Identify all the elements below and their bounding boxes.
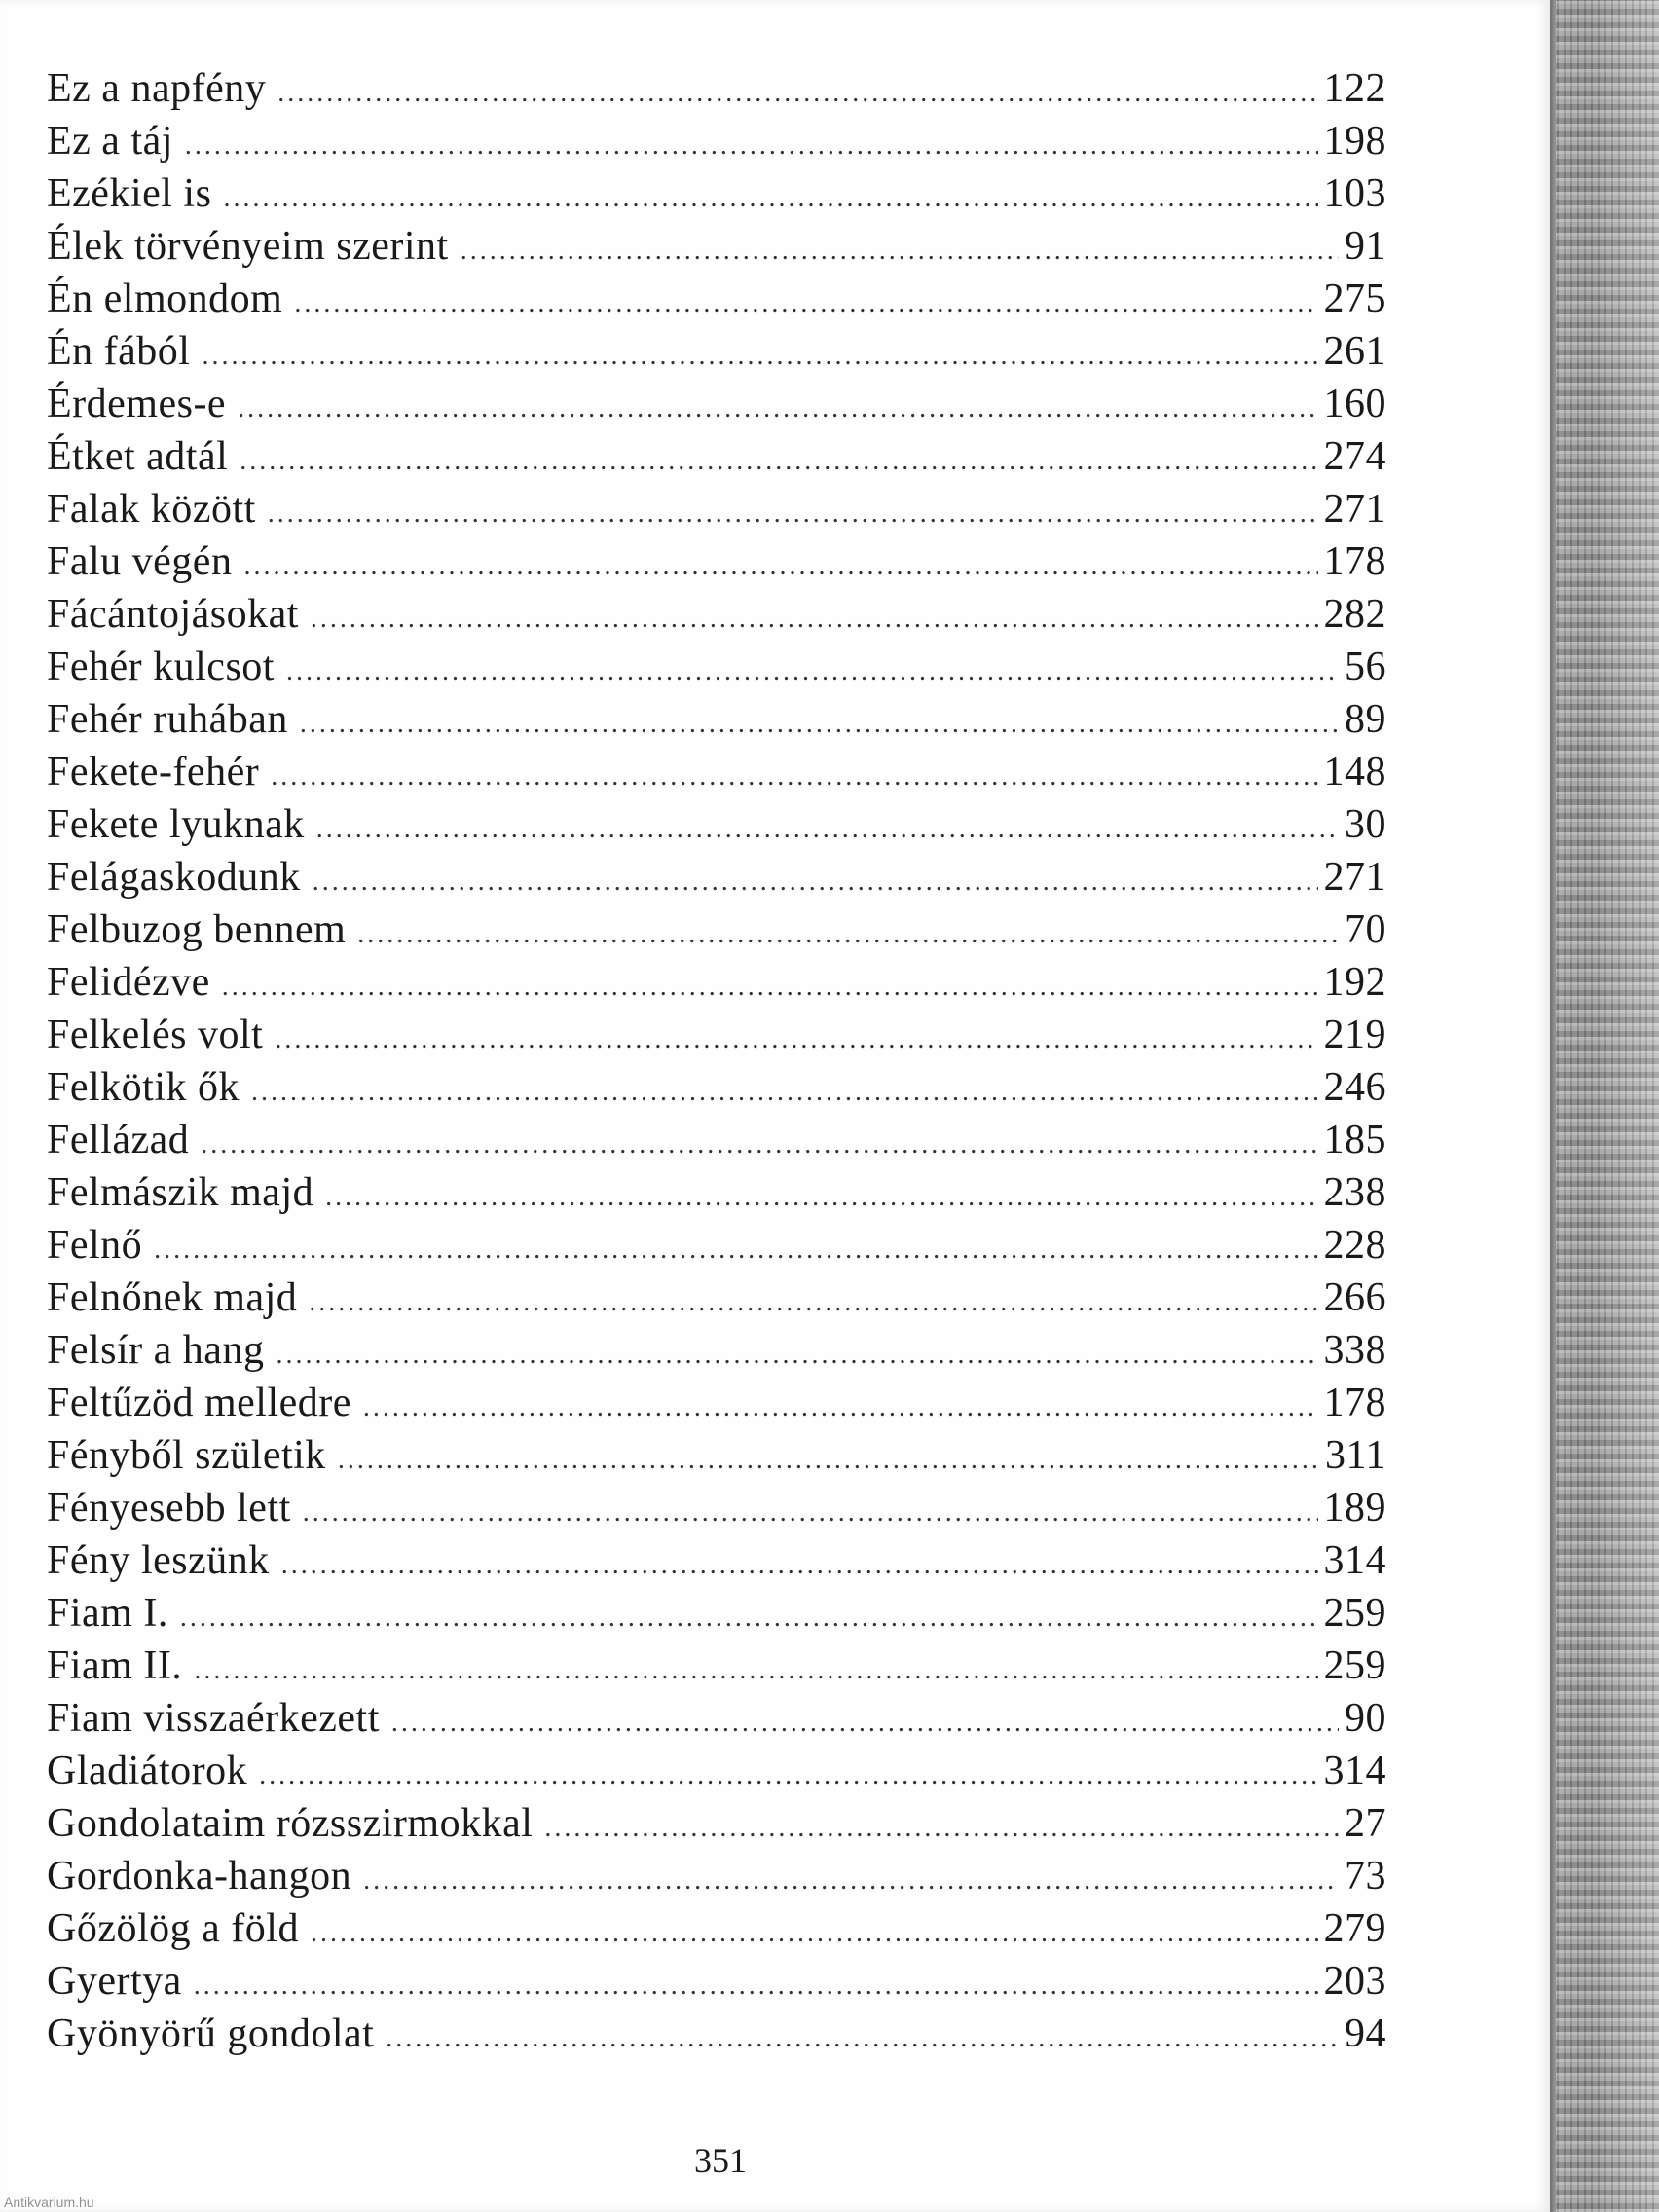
toc-entry-page: 338 xyxy=(1323,1328,1386,1373)
toc-dot-leader xyxy=(386,2012,1339,2065)
toc-dot-leader xyxy=(461,225,1339,277)
toc-entry xyxy=(47,641,1386,693)
toc-entry-title: Fehér ruhában xyxy=(47,697,288,742)
toc-dot-leader xyxy=(311,593,1318,645)
toc-dot-leader xyxy=(185,120,1318,172)
toc-entry-page: 73 xyxy=(1345,1854,1386,1899)
toc-dot-leader xyxy=(259,1750,1317,1802)
toc-entry-title: Fényből születik xyxy=(47,1433,326,1478)
toc-entry-title: Felnőnek majd xyxy=(47,1275,298,1320)
toc-entry-title: Feltűzöd melledre xyxy=(47,1381,351,1425)
toc-entry-page: 30 xyxy=(1345,802,1386,847)
toc-dot-leader xyxy=(202,330,1317,383)
toc-entry-page: 91 xyxy=(1345,224,1386,269)
toc-entry-page: 271 xyxy=(1323,855,1386,900)
toc-entry xyxy=(47,167,1386,220)
page-number: 351 xyxy=(694,2141,747,2180)
toc-entry-title: Felidézve xyxy=(47,960,210,1005)
toc-entry xyxy=(47,430,1386,483)
toc-entry xyxy=(47,1061,1386,1114)
toc-entry-title: Gőzölög a föld xyxy=(47,1906,299,1951)
toc-dot-leader xyxy=(391,1697,1339,1750)
toc-entry-page: 238 xyxy=(1323,1170,1386,1215)
toc-entry-title: Fácántojásokat xyxy=(47,592,299,637)
toc-entry xyxy=(47,1377,1386,1429)
toc-dot-leader xyxy=(316,803,1339,856)
toc-entry xyxy=(47,1692,1386,1745)
toc-dot-leader xyxy=(194,1960,1318,2012)
toc-dot-leader xyxy=(276,1329,1317,1382)
toc-dot-leader xyxy=(313,856,1318,908)
toc-entry xyxy=(47,483,1386,535)
toc-entry xyxy=(47,1850,1386,1902)
toc-dot-leader xyxy=(300,698,1339,751)
toc-entry-title: Gyönyörű gondolat xyxy=(47,2011,375,2056)
toc-entry xyxy=(47,746,1386,798)
toc-entry xyxy=(47,535,1386,588)
toc-entry-page: 70 xyxy=(1345,907,1386,952)
toc-entry-page: 282 xyxy=(1323,592,1386,637)
toc-entry-page: 311 xyxy=(1325,1433,1386,1478)
toc-entry-page: 185 xyxy=(1323,1118,1386,1162)
toc-entry-title: Fiam I. xyxy=(47,1591,168,1636)
toc-dot-leader xyxy=(271,751,1317,803)
toc-entry-title: Gyertya xyxy=(47,1959,182,2004)
toc-entry-title: Fekete-fehér xyxy=(47,750,260,794)
toc-entry-title: Falu végén xyxy=(47,539,233,584)
toc-entry xyxy=(47,693,1386,746)
toc-entry-page: 198 xyxy=(1323,119,1386,164)
toc-entry-page: 219 xyxy=(1323,1013,1386,1057)
toc-entry-page: 94 xyxy=(1345,2011,1386,2056)
toc-entry-page: 259 xyxy=(1323,1591,1386,1636)
toc-entry-page: 203 xyxy=(1323,1959,1386,2004)
toc-entry xyxy=(47,1324,1386,1377)
toc-entry xyxy=(47,1534,1386,1587)
toc-entry-page: 178 xyxy=(1323,539,1386,584)
toc-entry-page: 103 xyxy=(1323,171,1386,216)
toc-entry-page: 279 xyxy=(1323,1906,1386,1951)
toc-entry-title: Étket adtál xyxy=(47,434,229,479)
toc-entry-title: Falak között xyxy=(47,487,256,532)
toc-entry-title: Felkelés volt xyxy=(47,1013,264,1057)
toc-entry xyxy=(47,1166,1386,1219)
toc-entry-page: 148 xyxy=(1323,750,1386,794)
toc-dot-leader xyxy=(277,67,1317,120)
toc-dot-leader xyxy=(309,1276,1317,1329)
toc-entry xyxy=(47,956,1386,1009)
toc-dot-leader xyxy=(363,1382,1318,1434)
toc-entry xyxy=(47,273,1386,325)
toc-entry-title: Fény leszünk xyxy=(47,1538,270,1583)
toc-dot-leader xyxy=(243,540,1317,593)
toc-entry-title: Fehér kulcsot xyxy=(47,645,275,689)
toc-entry-page: 192 xyxy=(1323,960,1386,1005)
toc-entry-title: Felágaskodunk xyxy=(47,855,301,900)
toc-entry-title: Fényesebb lett xyxy=(47,1486,291,1530)
toc-entry-page: 275 xyxy=(1323,276,1386,321)
toc-dot-leader xyxy=(281,1539,1318,1592)
toc-entry-page: 266 xyxy=(1323,1275,1386,1320)
toc-entry xyxy=(47,1587,1386,1640)
toc-entry-title: Fiam visszaérkezett xyxy=(47,1696,380,1741)
toc-entry-title: Fellázad xyxy=(47,1118,190,1162)
toc-entry-title: Élek törvényeim szerint xyxy=(47,224,449,269)
toc-entry xyxy=(47,903,1386,956)
toc-entry-page: 189 xyxy=(1323,1486,1386,1530)
toc-dot-leader xyxy=(201,1119,1317,1171)
toc-dot-leader xyxy=(286,645,1339,698)
toc-entry-title: Felmászik majd xyxy=(47,1170,314,1215)
toc-dot-leader xyxy=(325,1171,1317,1224)
toc-entry xyxy=(47,588,1386,641)
toc-dot-leader xyxy=(338,1434,1319,1487)
toc-entry xyxy=(47,1272,1386,1324)
toc-entry-title: Ez a táj xyxy=(47,119,173,164)
toc-entry-page: 246 xyxy=(1323,1065,1386,1110)
toc-entry-page: 271 xyxy=(1323,487,1386,532)
toc-entry-page: 27 xyxy=(1345,1801,1386,1846)
toc-dot-leader xyxy=(294,277,1317,330)
toc-dot-leader xyxy=(180,1592,1318,1644)
toc-entry-page: 56 xyxy=(1345,645,1386,689)
toc-entry-title: Ezékiel is xyxy=(47,171,212,216)
watermark-text: Antikvarium.hu xyxy=(4,2194,94,2210)
toc-entry-title: Én fából xyxy=(47,329,191,374)
toc-entry xyxy=(47,1902,1386,1955)
toc-entry xyxy=(47,1114,1386,1166)
toc-entry-page: 178 xyxy=(1323,1381,1386,1425)
toc-entry xyxy=(47,1429,1386,1482)
toc-dot-leader xyxy=(544,1802,1339,1855)
toc-entry-page: 314 xyxy=(1323,1538,1386,1583)
toc-dot-leader xyxy=(154,1224,1317,1276)
toc-dot-leader xyxy=(251,1066,1317,1119)
toc-entry-page: 90 xyxy=(1345,1696,1386,1741)
toc-entry-title: Érdemes-e xyxy=(47,382,227,426)
toc-entry xyxy=(47,1745,1386,1797)
toc-entry xyxy=(47,2008,1386,2060)
toc-entry xyxy=(47,1009,1386,1061)
toc-dot-leader xyxy=(357,908,1339,961)
toc-entry-title: Fekete lyuknak xyxy=(47,802,305,847)
toc-entry xyxy=(47,1797,1386,1850)
toc-dot-leader xyxy=(363,1855,1339,1907)
toc-entry-title: Felkötik ők xyxy=(47,1065,240,1110)
toc-entry-title: Gordonka-hangon xyxy=(47,1854,352,1899)
toc-entry-page: 228 xyxy=(1323,1223,1386,1268)
toc-entry-page: 122 xyxy=(1323,66,1386,111)
toc-entry xyxy=(47,1482,1386,1534)
toc-entry xyxy=(47,1955,1386,2008)
toc-entry-page: 261 xyxy=(1323,329,1386,374)
toc-dot-leader xyxy=(223,172,1317,225)
toc-dot-leader xyxy=(311,1907,1318,1960)
toc-dot-leader xyxy=(194,1644,1317,1697)
toc-entry-page: 314 xyxy=(1323,1749,1386,1793)
toc-entry-page: 160 xyxy=(1323,382,1386,426)
toc-entry-page: 259 xyxy=(1323,1643,1386,1688)
toc-entry xyxy=(47,220,1386,273)
toc-entry xyxy=(47,62,1386,115)
toc-entry-title: Felnő xyxy=(47,1223,143,1268)
toc-entry-page: 89 xyxy=(1345,697,1386,742)
toc-entry xyxy=(47,325,1386,378)
toc-dot-leader xyxy=(238,383,1317,435)
toc-entry-title: Én elmondom xyxy=(47,276,283,321)
toc-entry xyxy=(47,1219,1386,1272)
toc-entry xyxy=(47,1640,1386,1692)
toc-entry-title: Gladiátorok xyxy=(47,1749,248,1793)
book-page-edge xyxy=(1550,0,1659,2212)
toc-dot-leader xyxy=(222,961,1318,1014)
toc-entry-title: Ez a napfény xyxy=(47,66,267,111)
toc-entry xyxy=(47,851,1386,903)
toc-entry xyxy=(47,115,1386,167)
toc-dot-leader xyxy=(268,488,1318,540)
toc-entry-title: Fiam II. xyxy=(47,1643,183,1688)
toc-dot-leader xyxy=(303,1487,1318,1539)
toc-dot-leader xyxy=(240,435,1317,488)
toc-entry xyxy=(47,798,1386,851)
toc-dot-leader xyxy=(275,1014,1317,1066)
toc-entry-title: Gondolataim rózsszirmokkal xyxy=(47,1801,534,1846)
toc-entry-title: Felbuzog bennem xyxy=(47,907,347,952)
toc-entry-page: 274 xyxy=(1323,434,1386,479)
toc-entry-title: Felsír a hang xyxy=(47,1328,265,1373)
toc-entry xyxy=(47,378,1386,430)
table-of-contents xyxy=(47,62,1386,2060)
